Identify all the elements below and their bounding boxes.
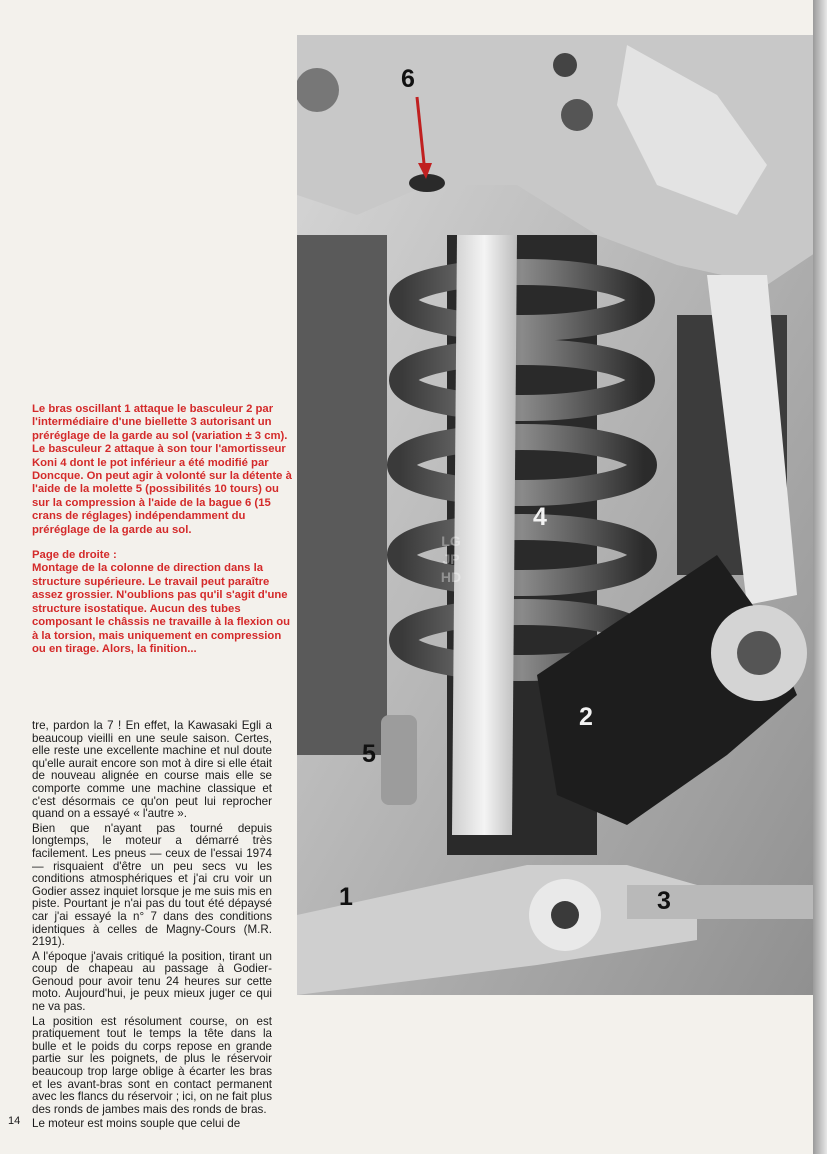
label-6: 6 (401, 65, 415, 93)
article-body (32, 720, 272, 1133)
label-3: 3 (657, 887, 671, 915)
label-5: 5 (362, 740, 376, 768)
frame-hole (561, 99, 593, 131)
frame-bolt (297, 68, 339, 112)
body-paragraph-1: tre, pardon la 7 ! En effet, la Kawasaki Egli a beaucoup vieilli en une seule saison. Certes, elle reste une excellente machine et nul doute qu'elle aurait encore son mot à dire si elle était de nouveau alignée en course mais elle se comporte comme une machine classique et c'est désormais ce qu'on peut lui reprocher quand on a essayé « l'autre ». (32, 719, 272, 821)
rocker-pivot-bolt (737, 631, 781, 675)
shadow-area (297, 235, 387, 755)
page-binding-edge (813, 0, 827, 1154)
linkage-bolt-center (551, 901, 579, 929)
caption-paragraph-2: Montage de la colonne de direction dans la structure supérieure. Le travail peut paraître assez grossier. N'oublions pas qu'il s'agit d'une structure isostatique. Aucun des tubes composant le châssis ne travaille à la flexion ou à la torsion, mais uniquement en compression ou en tirage. Alors, la finition... (32, 562, 291, 655)
label-2: 2 (579, 703, 593, 731)
caption-paragraph-1: Le bras oscillant 1 attaque le basculeur 2 par l'intermédiaire d'une biellette 3 autorisant un préréglage de la garde au sol (variation ± 3 cm). Le basculeur 2 attaque à son tour l'amortisseur Koni 4 dont le pot inférieur a été modifié par Doncque. On peut agir à volonté sur la détente à l'aide de la molette 5 (possibilités 10 tours) ou sur la compression à l'aide de la bague 6 (15 crans de réglages) indépendamment du préréglage de la garde au sol. (32, 403, 292, 536)
suspension-photo (297, 35, 827, 995)
body-paragraph-2: Bien que n'ayant pas tourné depuis longtemps, le moteur a démarré très facilement. Les pneus — ceux de l'essai 1974 — risquaient d'être un peu secs vu les conditions atmosphériques et j'ai cru voir un Godier assez inquiet lorsque je me suis mis en piste. Pourtant je n'ai pas du tout été dépaysé car j'ai essayé la n° 7 dans des conditions identiques à celles de Magny-Cours (M.R. 2191). (32, 821, 272, 949)
photo-caption (32, 403, 294, 656)
compression-ring (409, 174, 445, 192)
frame-hole (553, 53, 577, 77)
body-paragraph-4: La position est résolument course, on est pratiquement tout le temps la tête dans la bulle et le poids du corps repose en grande partie sur les poignets, de plus le réservoir beaucoup trop large oblige à écarter les bras et les avant-bras sont en contact permanent avec les flancs du réservoir ; ici, on ne fait plus des ronds de jambes mais des ronds de bras. (32, 1014, 272, 1116)
body-paragraph-3: A l'époque j'avais critiqué la position, tirant un coup de chapeau au passage à Godier-Genoud pour avoir tenu 24 heures sur cette moto. Aujourd'hui, je peux mieux juger ce qui ne va pas. (32, 949, 272, 1014)
label-1: 1 (339, 883, 353, 911)
body-paragraph-5: Le moteur est moins souple que celui de (32, 1117, 241, 1131)
page-number: 14 (8, 1115, 21, 1127)
suspension-illustration (297, 35, 827, 995)
label-4: 4 (533, 503, 547, 531)
rebound-adjuster-wheel (381, 715, 417, 805)
caption-right-page-heading: Page de droite : (32, 549, 117, 562)
watermark: LG JP HD (440, 533, 462, 585)
